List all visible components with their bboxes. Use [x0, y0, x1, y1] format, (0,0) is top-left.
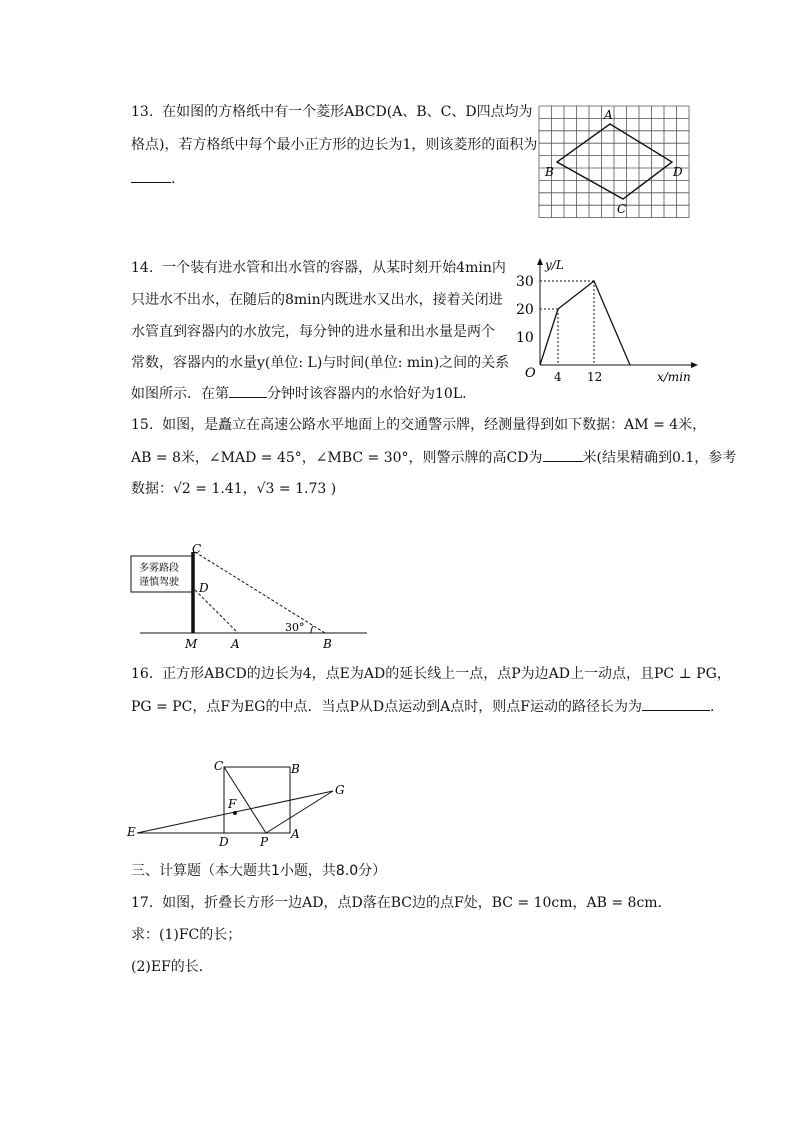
q17-line2: 求：(1)FC的长； — [131, 927, 242, 943]
q15-label-A: A — [231, 637, 240, 651]
q14-ytick-label: 20 — [516, 302, 534, 318]
q15-sign-text-2: 谨慎驾驶 — [139, 577, 179, 588]
q13-label-D: D — [673, 165, 683, 179]
q14-line1: 14. 一个装有进水管和出水管的容器，从某时刻开始4min内 — [131, 260, 506, 276]
q14-line5: 如图所示．在第 分钟时该容器内的水恰好为10L. — [131, 383, 467, 404]
q14-line4: 常数，容器内的水量y(单位: L)与时间(单位: min)之间的关系 — [131, 355, 510, 371]
q13-rhombus-grid-figure — [535, 103, 695, 223]
q15-line1: 15. 如图，是矗立在高速公路水平地面上的交通警示牌，经测量得到如下数据：AM = 4米， — [131, 417, 707, 433]
q13-rhombus — [557, 124, 672, 199]
q16-label-B: B — [291, 762, 300, 776]
q14-answer-blank[interactable] — [229, 383, 267, 398]
q15-number: 15. — [131, 417, 154, 433]
q15-sign-text-1: 多雾路段 — [139, 563, 179, 574]
q16-label-P: P — [260, 835, 269, 849]
q13-number: 13. — [131, 104, 154, 120]
q16-line1: 16. 正方形ABCD的边长为4，点E为AD的延长线上一点，点P为边AD上一动点，且PC ⊥ PG， — [131, 666, 731, 682]
q16-square-figure — [125, 758, 355, 848]
q16-answer-blank[interactable] — [642, 696, 710, 711]
q16-label-C: C — [214, 759, 224, 773]
q14-series-line — [540, 281, 630, 365]
q13-label-B: B — [545, 165, 554, 179]
q14-xtick-label: 4 — [554, 370, 562, 384]
q15-line-DA — [195, 590, 238, 633]
q16-number: 16. — [131, 666, 154, 682]
q14-origin-label: O — [525, 366, 536, 381]
q14-line3: 水管直到容器内的水放完，每分钟的进水量和出水量是两个 — [131, 324, 495, 340]
q17-number: 17. — [131, 895, 154, 911]
q15-warning-sign-figure — [125, 538, 375, 653]
q14-ylabel: y/L — [545, 258, 564, 272]
q15-label-B: B — [323, 637, 332, 651]
q15-label-D: D — [199, 581, 209, 595]
q16-label-D: D — [219, 835, 229, 849]
q15-line3: 数据：√2 = 1.41，√3 = 1.73 ) — [131, 481, 337, 497]
q13-answer-blank[interactable] — [131, 168, 171, 183]
q13-label-A: A — [604, 108, 613, 122]
q14-water-volume-chart — [505, 255, 705, 385]
q15-angle-label: 30° — [285, 621, 305, 634]
q13-line1: 13. 在如图的方格纸中有一个菱形ABCD(A、B、C、D四点均为 — [131, 104, 533, 120]
q13-line2: 格点)，若方格纸中每个最小正方形的边长为1，则该菱形的面积为 — [131, 137, 538, 153]
q14-line2: 只进水不出水，在随后的8min内既进水又出水，接着关闭进 — [131, 292, 503, 308]
q15-label-C: C — [192, 542, 202, 556]
q15-line2: AB = 8米，∠MAD = 45°，∠MBC = 30°，则警示牌的高CD为 米(结果精确到0.1，参考 — [131, 447, 736, 468]
q16-label-F: F — [228, 797, 237, 811]
q13-line3: . — [131, 168, 175, 189]
q17-line3: (2)EF的长． — [131, 959, 213, 975]
q13-label-C: C — [617, 202, 627, 216]
q14-x-arrow — [691, 362, 698, 368]
q15-angle-arc — [311, 626, 313, 633]
q14-ytick-label: 30 — [516, 274, 534, 290]
section3-title: 三、计算题（本大题共1小题，共8.0分） — [131, 863, 387, 879]
q16-label-E: E — [127, 825, 136, 839]
q16-label-G: G — [335, 783, 345, 797]
q15-label-M: M — [185, 637, 198, 651]
q15-line-CB — [195, 552, 325, 633]
q14-xlabel: x/min — [657, 370, 691, 384]
q14-xtick-label: 12 — [587, 370, 603, 384]
q14-ytick-label: 10 — [516, 330, 534, 346]
q15-answer-blank[interactable] — [543, 447, 583, 462]
q14-number: 14. — [131, 260, 154, 276]
q16-point-F — [233, 811, 237, 815]
q14-y-arrow — [537, 258, 543, 265]
q16-label-A: A — [291, 827, 300, 841]
q16-line2: PG = PC，点F为EG的中点．当点P从D点运动到A点时，则点F运动的路径长为为 . — [131, 696, 714, 717]
q17-line1: 17. 如图，折叠长方形一边AD，点D落在BC边的点F处，BC = 10cm，AB = 8cm． — [131, 895, 672, 911]
